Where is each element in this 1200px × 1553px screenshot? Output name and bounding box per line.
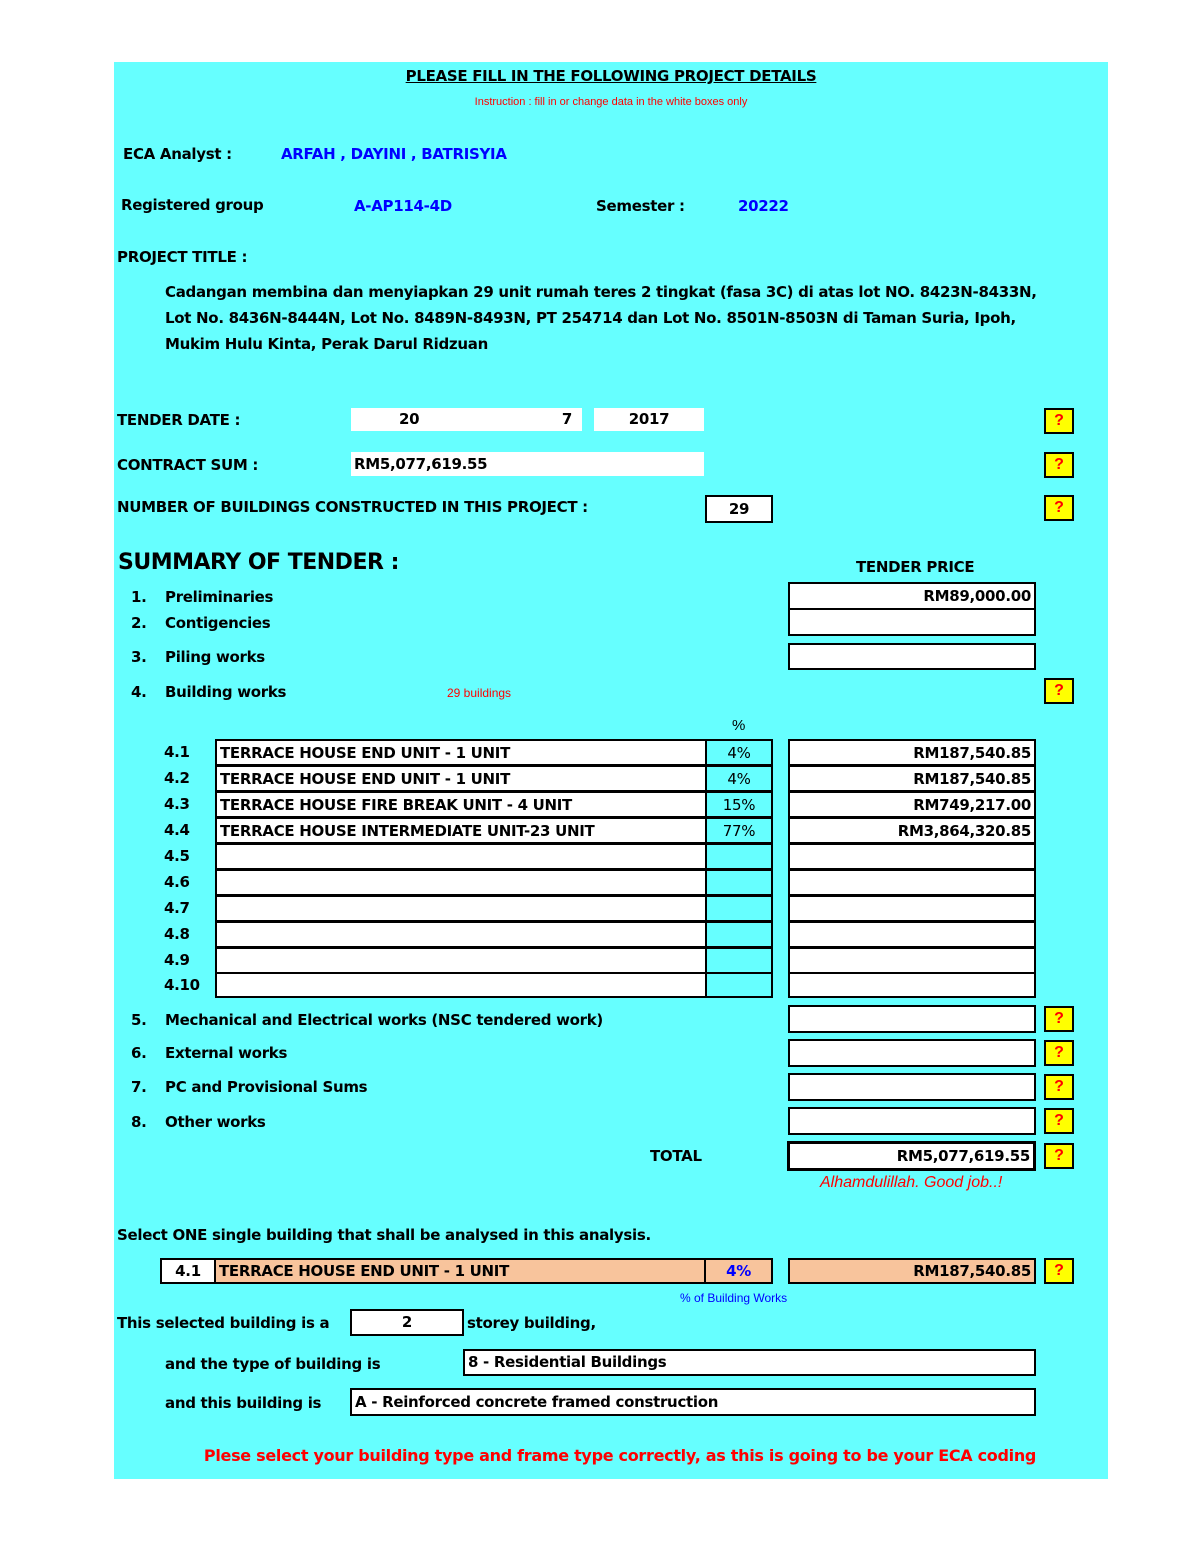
tender-date-day-month[interactable]: [351, 408, 582, 431]
item-label-mechanical-electrical: Mechanical and Electrical works (NSC tendered work): [165, 1011, 603, 1029]
building-type-label: and the type of building is: [165, 1355, 381, 1373]
contract-sum-input[interactable]: RM5,077,619.55: [351, 452, 704, 476]
semester-label: Semester :: [596, 197, 685, 215]
price-external-works[interactable]: [788, 1039, 1036, 1067]
sub-item-description[interactable]: [215, 947, 707, 974]
sub-item-number: 4.6: [164, 873, 190, 891]
buildings-note: 29 buildings: [447, 686, 512, 700]
sub-item-percent: [705, 843, 773, 870]
selected-building-price: RM187,540.85: [788, 1258, 1036, 1284]
sub-item-price[interactable]: [788, 947, 1036, 974]
sub-item-percent: 77%: [705, 817, 773, 844]
sub-item-percent: [705, 972, 773, 998]
item-label-building-works: Building works: [165, 683, 287, 701]
price-contingencies[interactable]: [788, 608, 1036, 636]
item-label-pc-provisional: PC and Provisional Sums: [165, 1078, 368, 1096]
sub-item-percent: [705, 895, 773, 922]
sub-item-price[interactable]: [788, 972, 1036, 998]
instruction-text: Instruction : fill in or change data in the white boxes only: [474, 96, 748, 108]
sub-item-description[interactable]: TERRACE HOUSE FIRE BREAK UNIT - 4 UNIT: [215, 791, 707, 818]
price-piling[interactable]: [788, 643, 1036, 670]
sub-item-price[interactable]: [788, 843, 1036, 870]
sub-item-description[interactable]: [215, 869, 707, 896]
sub-item-number: 4.9: [164, 951, 190, 969]
total-label: TOTAL: [650, 1147, 702, 1165]
sub-item-number: 4.3: [164, 795, 190, 813]
tender-date-day: 20: [399, 410, 420, 428]
price-preliminaries[interactable]: RM89,000.00: [788, 582, 1036, 610]
price-other-works[interactable]: [788, 1107, 1036, 1135]
item-number: 1.: [131, 588, 147, 606]
sub-item-description[interactable]: [215, 843, 707, 870]
help-button-other-works[interactable]: ?: [1044, 1108, 1074, 1134]
selected-building-description: TERRACE HOUSE END UNIT - 1 UNIT: [214, 1258, 706, 1284]
sub-item-percent: [705, 947, 773, 974]
summary-title: SUMMARY OF TENDER :: [118, 550, 399, 575]
item-number: 2.: [131, 614, 147, 632]
total-value: RM5,077,619.55: [787, 1141, 1036, 1171]
sub-item-description[interactable]: [215, 921, 707, 948]
sub-item-description[interactable]: TERRACE HOUSE INTERMEDIATE UNIT-23 UNIT: [215, 817, 707, 844]
analyst-value[interactable]: ARFAH , DAYINI , BATRISYIA: [281, 145, 507, 163]
help-button-pc-provisional[interactable]: ?: [1044, 1074, 1074, 1100]
item-number: 7.: [131, 1078, 147, 1096]
help-button-selected-building[interactable]: ?: [1044, 1258, 1074, 1284]
sub-item-percent: 4%: [705, 765, 773, 792]
num-buildings-input[interactable]: 29: [705, 495, 773, 523]
analyst-label: ECA Analyst :: [123, 145, 232, 163]
project-title-line: Mukim Hulu Kinta, Perak Darul Ridzuan: [165, 335, 488, 353]
price-mechanical-electrical[interactable]: [788, 1005, 1036, 1033]
semester-value[interactable]: 20222: [738, 197, 789, 215]
frame-type-select[interactable]: A - Reinforced concrete framed construction: [350, 1388, 1036, 1416]
selected-building-percent: 4%: [704, 1258, 773, 1284]
sub-item-price[interactable]: [788, 921, 1036, 948]
total-note: Alhamdulillah. Good job..!: [820, 1174, 1003, 1191]
help-button-mechanical-electrical[interactable]: ?: [1044, 1006, 1074, 1032]
help-button-contract-sum[interactable]: ?: [1044, 452, 1074, 478]
percent-header: %: [732, 717, 746, 734]
selected-building-number[interactable]: 4.1: [160, 1258, 216, 1284]
sub-item-number: 4.2: [164, 769, 190, 787]
help-button-external-works[interactable]: ?: [1044, 1040, 1074, 1066]
sub-item-percent: [705, 921, 773, 948]
storey-label: This selected building is a: [117, 1314, 330, 1332]
frame-type-label: and this building is: [165, 1394, 322, 1412]
tender-date-label: TENDER DATE :: [117, 411, 241, 429]
sub-item-description[interactable]: TERRACE HOUSE END UNIT - 1 UNIT: [215, 765, 707, 792]
storey-input[interactable]: 2: [350, 1309, 464, 1336]
storey-suffix: storey building,: [467, 1314, 596, 1332]
contract-sum-label: CONTRACT SUM :: [117, 456, 259, 474]
item-number: 8.: [131, 1113, 147, 1131]
tender-date-month: 7: [561, 410, 572, 428]
item-number: 6.: [131, 1044, 147, 1062]
help-button-total[interactable]: ?: [1044, 1143, 1074, 1169]
sub-item-number: 4.4: [164, 821, 190, 839]
sub-item-percent: 4%: [705, 739, 773, 766]
sub-item-price[interactable]: RM749,217.00: [788, 791, 1036, 818]
help-button-tender-date[interactable]: ?: [1044, 408, 1074, 434]
sub-item-description[interactable]: [215, 972, 707, 998]
sub-item-price[interactable]: [788, 895, 1036, 922]
sub-item-price[interactable]: RM187,540.85: [788, 739, 1036, 766]
sub-item-price[interactable]: [788, 869, 1036, 896]
help-button-num-buildings[interactable]: ?: [1044, 495, 1074, 521]
tender-date-year[interactable]: 2017: [594, 408, 704, 431]
item-label-piling: Piling works: [165, 648, 265, 666]
sub-item-description[interactable]: TERRACE HOUSE END UNIT - 1 UNIT: [215, 739, 707, 766]
building-type-select[interactable]: 8 - Residential Buildings: [463, 1349, 1036, 1376]
sub-item-number: 4.7: [164, 899, 190, 917]
item-number: 5.: [131, 1011, 147, 1029]
sub-item-description[interactable]: [215, 895, 707, 922]
project-title-line: Cadangan membina dan menyiapkan 29 unit rumah teres 2 tingkat (fasa 3C) di atas lot NO. 8423N-8433N,: [165, 283, 1037, 301]
item-number: 3.: [131, 648, 147, 666]
sub-item-number: 4.1: [164, 743, 190, 761]
sub-item-price[interactable]: RM187,540.85: [788, 765, 1036, 792]
item-label-external-works: External works: [165, 1044, 288, 1062]
group-value[interactable]: A-AP114-4D: [354, 197, 452, 215]
sub-item-percent: 15%: [705, 791, 773, 818]
sub-item-number: 4.8: [164, 925, 190, 943]
sub-item-price[interactable]: RM3,864,320.85: [788, 817, 1036, 844]
group-label: Registered group: [121, 196, 264, 214]
footer-warning: Plese select your building type and frame type correctly, as this is going to be your ECA coding: [203, 1446, 1037, 1465]
page-title: PLEASE FILL IN THE FOLLOWING PROJECT DETAILS: [405, 67, 817, 85]
sub-item-number: 4.10: [164, 976, 200, 994]
item-label-other-works: Other works: [165, 1113, 266, 1131]
price-pc-provisional[interactable]: [788, 1073, 1036, 1101]
num-buildings-label: NUMBER OF BUILDINGS CONSTRUCTED IN THIS PROJECT :: [117, 498, 588, 516]
item-number: 4.: [131, 683, 147, 701]
item-label-preliminaries: Preliminaries: [165, 588, 274, 606]
sub-item-percent: [705, 869, 773, 896]
project-title-label: PROJECT TITLE :: [117, 248, 248, 266]
sub-item-number: 4.5: [164, 847, 190, 865]
tender-price-header: TENDER PRICE: [856, 558, 975, 576]
selection-prompt: Select ONE single building that shall be analysed in this analysis.: [117, 1226, 651, 1244]
item-label-contingencies: Contigencies: [165, 614, 271, 632]
help-button-building-works[interactable]: ?: [1044, 678, 1074, 704]
percent-note: % of Building Works: [680, 1291, 788, 1305]
project-title-line: Lot No. 8436N-8444N, Lot No. 8489N-8493N, PT 254714 dan Lot No. 8501N-8503N di Taman Suria, Ipoh,: [165, 309, 1016, 327]
